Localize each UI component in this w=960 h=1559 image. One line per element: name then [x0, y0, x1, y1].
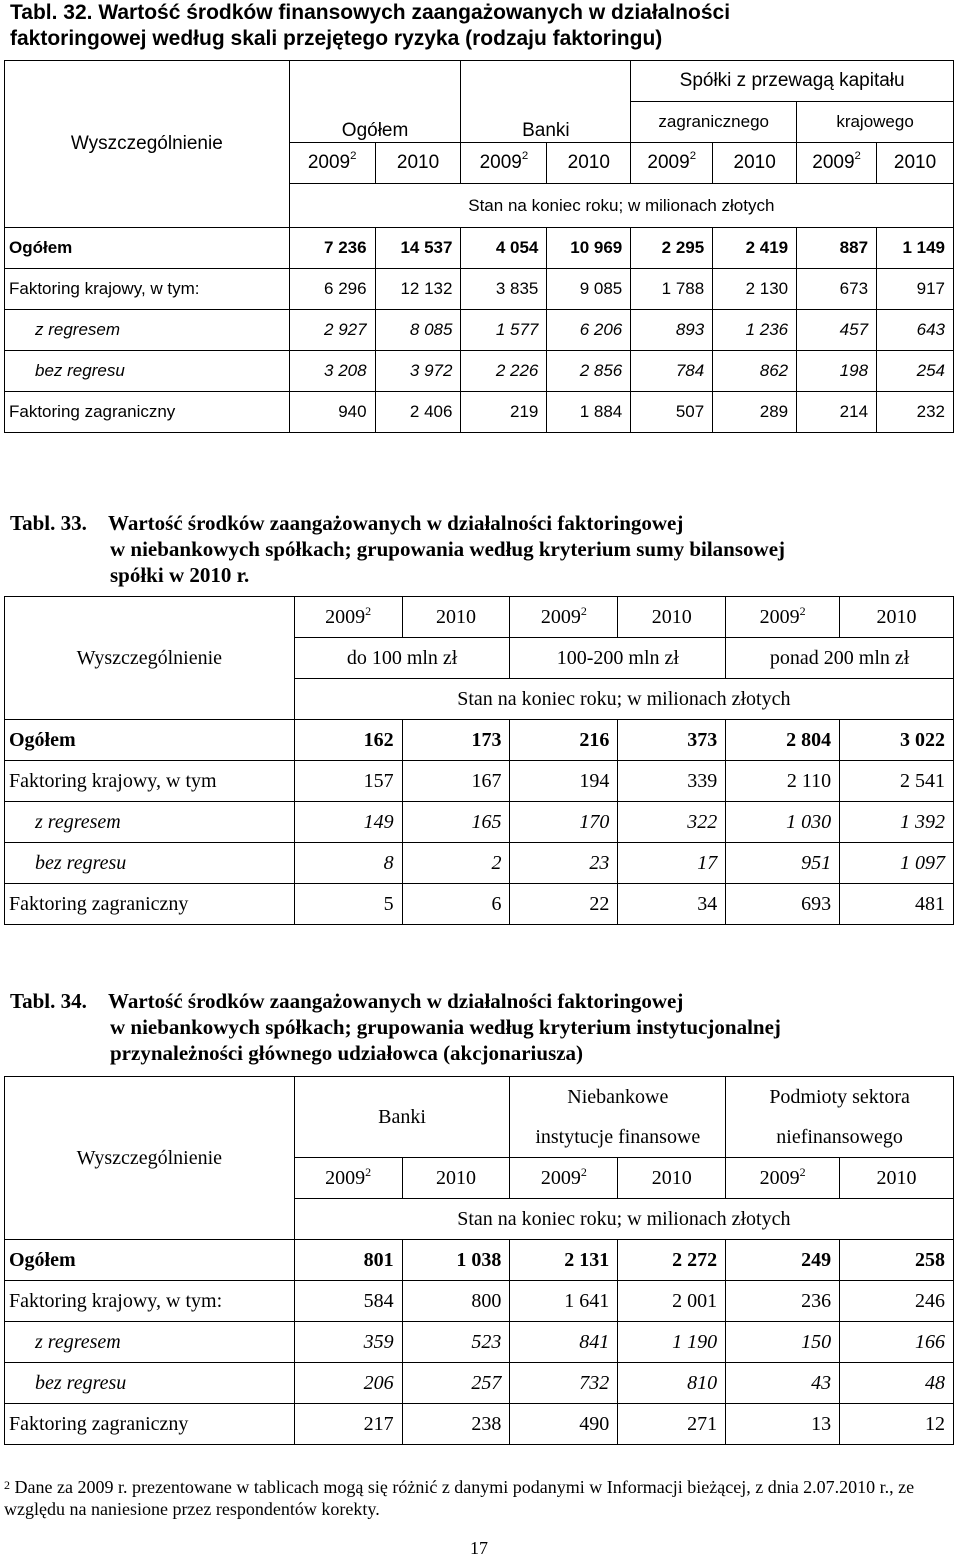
cell-value: 732 — [510, 1363, 618, 1404]
cell-value: 43 — [726, 1363, 840, 1404]
year-2010: 2010 — [402, 597, 510, 638]
cell-value: 1 190 — [618, 1322, 726, 1363]
cell-value: 2 419 — [713, 228, 797, 269]
year-2009: 2009$^2$ — [289, 143, 375, 184]
cell-value: 841 — [510, 1322, 618, 1363]
cell-value: 490 — [510, 1404, 618, 1445]
cell-value: 23 — [510, 843, 618, 884]
cell-value: 2 130 — [713, 269, 797, 310]
cell-value: 2 406 — [375, 392, 461, 433]
cell-value: 800 — [402, 1281, 510, 1322]
group-ponad-200: ponad 200 mln zł — [726, 638, 954, 679]
cell-value: 2 295 — [631, 228, 713, 269]
cell-value: 1 577 — [461, 310, 547, 351]
cell-value: 1 392 — [840, 802, 954, 843]
footnote-mark: 2 — [4, 1478, 10, 1492]
caption-line-2: w niebankowych spółkach; grupowania według kryterium instytucjonalnej — [110, 1015, 781, 1039]
cell-value: 2 110 — [726, 761, 840, 802]
cell-value: 1 788 — [631, 269, 713, 310]
row-label: bez regresu — [5, 843, 295, 884]
unit-label: Stan na koniec roku; w milionach złotych — [294, 1199, 953, 1240]
caption-line-3: przynależności głównego udziałowca (akcjonariusza) — [110, 1041, 584, 1065]
cell-value: 1 097 — [840, 843, 954, 884]
year-2010: 2010 — [877, 143, 954, 184]
cell-value: 150 — [726, 1322, 840, 1363]
cell-value: 14 537 — [375, 228, 461, 269]
cell-value: 206 — [294, 1363, 402, 1404]
cell-value: 7 236 — [289, 228, 375, 269]
cell-value: 157 — [294, 761, 402, 802]
cell-value: 373 — [618, 720, 726, 761]
year-2010: 2010 — [375, 143, 461, 184]
cell-value: 2 856 — [547, 351, 631, 392]
cell-value: 584 — [294, 1281, 402, 1322]
cell-value: 693 — [726, 884, 840, 925]
table-row — [5, 1240, 954, 1281]
cell-value: 523 — [402, 1322, 510, 1363]
row-label: bez regresu — [5, 1363, 295, 1404]
caption-line-1: Wartość środków finansowych zaangażowanych w działalności — [98, 1, 731, 24]
group-ogolem: Ogółem — [289, 61, 461, 143]
footnote — [4, 1476, 954, 1520]
footnote-text: Dane za 2009 r. prezentowane w tablicach mogą się różnić z danymi podanymi w Informacji bieżącej, z dnia 2.07.2010 r., ze względu na naniesione przez respondentów korekty. — [4, 1477, 915, 1519]
table-row — [5, 843, 954, 884]
cell-value: 12 132 — [375, 269, 461, 310]
cell-value: 6 296 — [289, 269, 375, 310]
row-label: Ogółem — [5, 1240, 295, 1281]
year-2010: 2010 — [840, 597, 954, 638]
unit-label: Stan na koniec roku; w milionach złotych — [294, 679, 953, 720]
row-label: Faktoring zagraniczny — [5, 392, 290, 433]
cell-value: 951 — [726, 843, 840, 884]
cell-value: 271 — [618, 1404, 726, 1445]
cell-value: 34 — [618, 884, 726, 925]
cell-value: 10 969 — [547, 228, 631, 269]
cell-value: 236 — [726, 1281, 840, 1322]
year-2010: 2010 — [547, 143, 631, 184]
cell-value: 167 — [402, 761, 510, 802]
table-row — [5, 351, 954, 392]
group-banki: Banki — [461, 61, 631, 143]
cell-value: 1 884 — [547, 392, 631, 433]
cell-value: 170 — [510, 802, 618, 843]
cell-value: 2 804 — [726, 720, 840, 761]
cell-value: 257 — [402, 1363, 510, 1404]
cell-value: 810 — [618, 1363, 726, 1404]
year-2010: 2010 — [618, 597, 726, 638]
cell-value: 3 835 — [461, 269, 547, 310]
row-label: Faktoring krajowy, w tym — [5, 761, 295, 802]
cell-value: 5 — [294, 884, 402, 925]
cell-value: 1 030 — [726, 802, 840, 843]
cell-value: 219 — [461, 392, 547, 433]
caption-line-2: w niebankowych spółkach; grupowania według kryterium sumy bilansowej — [110, 537, 786, 561]
cell-value: 149 — [294, 802, 402, 843]
cell-value: 13 — [726, 1404, 840, 1445]
cell-value: 917 — [877, 269, 954, 310]
table-row — [5, 1404, 954, 1445]
year-2010: 2010 — [618, 1158, 726, 1199]
cell-value: 2 — [402, 843, 510, 884]
column-label: Wyszczególnienie — [5, 597, 295, 720]
cell-value: 232 — [877, 392, 954, 433]
group-100-200: 100-200 mln zł — [510, 638, 726, 679]
cell-value: 887 — [797, 228, 877, 269]
cell-value: 238 — [402, 1404, 510, 1445]
cell-value: 6 206 — [547, 310, 631, 351]
row-label: Faktoring zagraniczny — [5, 884, 295, 925]
cell-value: 481 — [840, 884, 954, 925]
year-2009: 2009$^2$ — [510, 597, 618, 638]
year-2010: 2010 — [713, 143, 797, 184]
table-row — [5, 802, 954, 843]
row-label: Faktoring zagraniczny — [5, 1404, 295, 1445]
table-row — [5, 310, 954, 351]
year-2010: 2010 — [840, 1158, 954, 1199]
cell-value: 801 — [294, 1240, 402, 1281]
cell-value: 893 — [631, 310, 713, 351]
table-32-caption — [10, 0, 730, 52]
caption-line-1: Wartość środków zaangażowanych w działalności faktoringowej — [108, 989, 684, 1013]
cell-value: 8 — [294, 843, 402, 884]
caption-number: Tabl. 34. — [10, 989, 87, 1013]
caption-line-3: spółki w 2010 r. — [110, 563, 250, 587]
cell-value: 17 — [618, 843, 726, 884]
cell-value: 48 — [840, 1363, 954, 1404]
row-label: z regresem — [5, 310, 290, 351]
table-row — [5, 761, 954, 802]
cell-value: 216 — [510, 720, 618, 761]
year-2009: 2009$^2$ — [294, 1158, 402, 1199]
table-33 — [4, 596, 954, 925]
cell-value: 643 — [877, 310, 954, 351]
cell-value: 784 — [631, 351, 713, 392]
cell-value: 258 — [840, 1240, 954, 1281]
table-row — [5, 1281, 954, 1322]
year-2009: 2009$^2$ — [726, 597, 840, 638]
cell-value: 2 272 — [618, 1240, 726, 1281]
row-label: z regresem — [5, 802, 295, 843]
cell-value: 1 149 — [877, 228, 954, 269]
cell-value: 165 — [402, 802, 510, 843]
cell-value: 3 208 — [289, 351, 375, 392]
cell-value: 8 085 — [375, 310, 461, 351]
cell-value: 359 — [294, 1322, 402, 1363]
cell-value: 214 — [797, 392, 877, 433]
year-2009: 2009$^2$ — [726, 1158, 840, 1199]
column-label: Wyszczególnienie — [5, 61, 290, 228]
caption-number: Tabl. 33. — [10, 511, 87, 535]
row-label: Faktoring krajowy, w tym: — [5, 269, 290, 310]
cell-value: 173 — [402, 720, 510, 761]
table-33-caption — [10, 510, 785, 588]
table-34 — [4, 1076, 954, 1445]
table-row — [5, 392, 954, 433]
row-label: Ogółem — [5, 720, 295, 761]
caption-line-1: Wartość środków zaangażowanych w działalności faktoringowej — [108, 511, 684, 535]
cell-value: 2 927 — [289, 310, 375, 351]
table-row — [5, 1322, 954, 1363]
cell-value: 339 — [618, 761, 726, 802]
cell-value: 940 — [289, 392, 375, 433]
group-podmioty-line2: niefinansowego — [726, 1117, 954, 1158]
cell-value: 4 054 — [461, 228, 547, 269]
cell-value: 2 541 — [840, 761, 954, 802]
table-32 — [4, 60, 954, 433]
subgroup-krajowego: krajowego — [797, 102, 954, 143]
cell-value: 254 — [877, 351, 954, 392]
year-2009: 2009$^2$ — [510, 1158, 618, 1199]
group-niebankowe: Niebankowe — [510, 1077, 726, 1118]
cell-value: 249 — [726, 1240, 840, 1281]
row-label: z regresem — [5, 1322, 295, 1363]
year-2009: 2009$^2$ — [797, 143, 877, 184]
cell-value: 673 — [797, 269, 877, 310]
row-label: bez regresu — [5, 351, 290, 392]
group-do-100: do 100 mln zł — [294, 638, 510, 679]
cell-value: 162 — [294, 720, 402, 761]
cell-value: 507 — [631, 392, 713, 433]
cell-value: 1 038 — [402, 1240, 510, 1281]
cell-value: 1 641 — [510, 1281, 618, 1322]
caption-number: Tabl. 32. — [10, 1, 93, 24]
cell-value: 194 — [510, 761, 618, 802]
cell-value: 166 — [840, 1322, 954, 1363]
group-niebankowe-line2: instytucje finansowe — [510, 1117, 726, 1158]
row-label: Ogółem — [5, 228, 290, 269]
cell-value: 1 236 — [713, 310, 797, 351]
cell-value: 289 — [713, 392, 797, 433]
cell-value: 12 — [840, 1404, 954, 1445]
cell-value: 457 — [797, 310, 877, 351]
group-podmioty: Podmioty sektora — [726, 1077, 954, 1118]
table-row — [5, 884, 954, 925]
year-2009: 2009$^2$ — [294, 597, 402, 638]
cell-value: 2 131 — [510, 1240, 618, 1281]
column-label: Wyszczególnienie — [5, 1077, 295, 1240]
cell-value: 9 085 — [547, 269, 631, 310]
cell-value: 2 226 — [461, 351, 547, 392]
table-row — [5, 228, 954, 269]
cell-value: 22 — [510, 884, 618, 925]
cell-value: 6 — [402, 884, 510, 925]
group-spolki: Spółki z przewagą kapitału — [631, 61, 954, 102]
cell-value: 862 — [713, 351, 797, 392]
cell-value: 3 972 — [375, 351, 461, 392]
page-number: 17 — [470, 1538, 488, 1558]
caption-line-2: faktoringowej według skali przejętego ryzyka (rodzaju faktoringu) — [10, 27, 663, 50]
unit-label: Stan na koniec roku; w milionach złotych — [289, 184, 953, 228]
cell-value: 217 — [294, 1404, 402, 1445]
subgroup-zagranicznego: zagranicznego — [631, 102, 797, 143]
cell-value: 198 — [797, 351, 877, 392]
table-row — [5, 1363, 954, 1404]
year-2009: 2009$^2$ — [461, 143, 547, 184]
year-2010: 2010 — [402, 1158, 510, 1199]
cell-value: 2 001 — [618, 1281, 726, 1322]
group-banki: Banki — [294, 1077, 510, 1158]
cell-value: 246 — [840, 1281, 954, 1322]
table-row — [5, 269, 954, 310]
cell-value: 3 022 — [840, 720, 954, 761]
table-34-caption — [10, 988, 781, 1066]
row-label: Faktoring krajowy, w tym: — [5, 1281, 295, 1322]
cell-value: 322 — [618, 802, 726, 843]
table-row — [5, 720, 954, 761]
year-2009: 2009$^2$ — [631, 143, 713, 184]
